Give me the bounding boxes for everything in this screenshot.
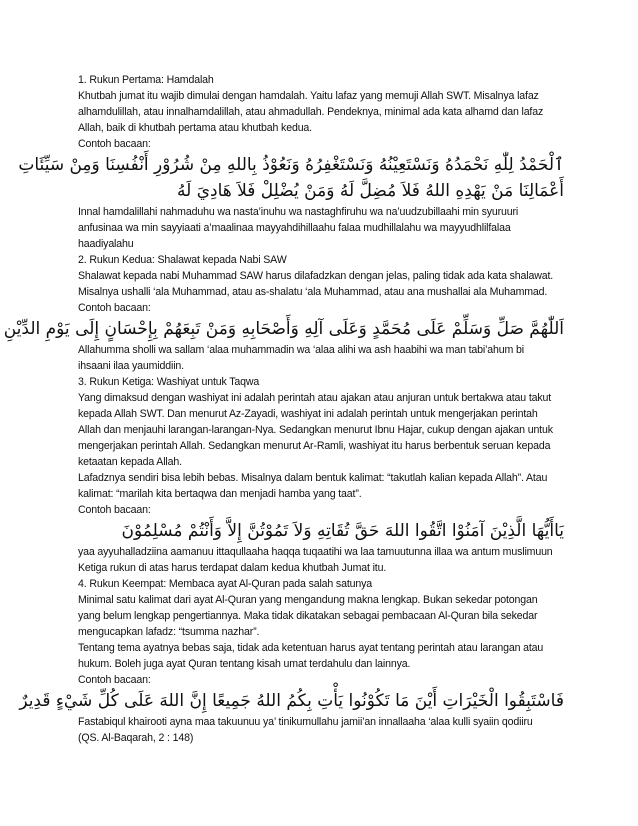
text-line: alhamdulillah, atau innalhamdalillah, atau ahmadullah. Pendeknya, minimal ada kata alhamd dan lafaz bbox=[78, 106, 544, 118]
text-line: Tentang tema ayatnya bebas saja, tidak ada ketentuan harus ayat tentang perintah atau larangan atau bbox=[78, 642, 544, 654]
arabic-text-line: أَعْمَالِنَا مَنْ يَهْدِهِ اللهُ فَلاَ مُضِلَّ لَهُ وَمَنْ يُضْلِلْ فَلاَ هَادِيَ لَهُ bbox=[177, 181, 564, 201]
text-line: ketaatan kepada Allah. bbox=[78, 456, 182, 468]
text-line: haadiyalahu bbox=[78, 238, 134, 250]
text-line: yaa ayyuhalladziina aamanuu ittaqullaaha haqqa tuqaatihi wa laa tamuutunna illaa wa antum muslimuun bbox=[78, 546, 553, 558]
text-line: kalimat: “marilah kita bertaqwa dan menjadi hamba yang taat”. bbox=[78, 488, 362, 500]
text-line: 2. Rukun Kedua: Shalawat kepada Nabi SAW bbox=[78, 254, 287, 266]
text-line: Allah, baik di khutbah pertama atau khutbah kedua. bbox=[78, 122, 312, 134]
arabic-text-line: يَاأَيُّهَا الَّذِيْنَ آمَنُوْا اتَّقُوا اللهَ حَقَّ تُقَاتِهِ وَلاَ تَمُوْتُنَّ إِلاَّ وَأَنْتُمْ مُسْلِمُوْنَ bbox=[121, 521, 564, 541]
text-line: Allah dan menjauhi larangan-larangan-Nya. Sedangkan menurut Ibnu Hajar, cukup dengan ajakan untuk bbox=[78, 424, 553, 436]
text-line: Contoh bacaan: bbox=[78, 504, 151, 516]
text-line: Contoh bacaan: bbox=[78, 302, 151, 314]
text-line: mengucapkan lafadz: “tsumma nazhar”. bbox=[78, 626, 260, 638]
text-line: 1. Rukun Pertama: Hamdalah bbox=[78, 74, 214, 86]
text-line: mengerjakan perintah Allah. Sedangkan menurut Ar-Ramli, washiyat itu harus berbentuk seruan kepada bbox=[78, 440, 551, 452]
text-line: Yang dimaksud dengan washiyat ini adalah perintah atau ajakan atau anjuran untuk bertakwa atau takut bbox=[78, 392, 552, 404]
text-line: Allahumma sholli wa sallam ‘alaa muhammadin wa ‘alaa alihi wa ash haabihi wa man tabi’ahum bi bbox=[78, 344, 524, 356]
text-line: Minimal satu kalimat dari ayat Al-Quran yang mengandung makna lengkap. Bukan sekedar potongan bbox=[78, 594, 538, 606]
arabic-text-line: اَللّٰهُمَّ صَلِّ وَسَلِّمْ عَلَى مُحَمَّدٍ وَعَلَى آلِهِ وَأَصْحَابِهِ وَمَنْ تَبِعَهُمْ بِإِحْسَانٍ إِلَى يَوْمِ الدِّيْنِ bbox=[3, 319, 564, 339]
text-line: (QS. Al-Baqarah, 2 : 148) bbox=[78, 732, 194, 744]
text-line: Lafadznya sendiri bisa lebih bebas. Misalnya dalam bentuk kalimat: “takutlah kalian kepada Allah”. Atau bbox=[78, 472, 548, 484]
text-line: 4. Rukun Keempat: Membaca ayat Al-Quran pada salah satunya bbox=[78, 578, 372, 590]
text-line: Khutbah jumat itu wajib dimulai dengan hamdalah. Yaitu lafaz yang memuji Allah SWT. Misalnya lafaz bbox=[78, 90, 539, 102]
text-line: kepada Allah SWT. Dan menurut Az-Zayadi, washiyat ini adalah perintah untuk mengerjakan perintah bbox=[78, 408, 538, 420]
text-line: Innal hamdalillahi nahmaduhu wa nasta’inuhu wa nastaghfiruhu wa na’uudzubillaahi min syuruuri bbox=[78, 206, 519, 218]
arabic-text-line: فَاسْتَبِقُوا الْخَيْرَاتِ أَيْنَ مَا تَكُوْنُوا يَأْتِ بِكُمُ اللهُ جَمِيعًا إِنَّ اللهَ عَلَى كُلِّ شَيْءٍ قَدِيرٌ bbox=[19, 691, 564, 711]
text-line: Fastabiqul khairooti ayna maa takuunuu ya’ tinikumullahu jamii’an innallaaha ‘alaa kulli syaiin qodiiru bbox=[78, 716, 533, 728]
text-line: anfusinaa wa min sayyiaati a’maalinaa mayyahdihillaahu falaa mudhillalahu wa mayyudhlilfalaa bbox=[78, 222, 511, 234]
text-line: Contoh bacaan: bbox=[78, 138, 151, 150]
document-body bbox=[3, 72, 564, 746]
text-line: Ketiga rukun di atas harus terdapat dalam kedua khutbah Jumat itu. bbox=[78, 562, 387, 574]
text-line: 3. Rukun Ketiga: Washiyat untuk Taqwa bbox=[78, 376, 260, 388]
arabic-text-line: ٱلْحَمْدُ لِلّٰهِ نَحْمَدُهُ وَنَسْتَعِيْنُهُ وَنَسْتَغْفِرُهُ وَنَعُوْذُ بِاللهِ مِنْ شُرُوْرِ أَنْفُسِنَا وَمِنْ سَيِّئَاتِ bbox=[18, 155, 564, 175]
text-line: yang belum lengkap pengertiannya. Maka tidak dikatakan sebagai pembacaan Al-Quran bila sekedar bbox=[78, 610, 538, 622]
text-line: Misalnya ushalli ‘ala Muhammad, atau as-shalatu ‘ala Muhammad, atau ana mushallai ala Muhammad. bbox=[78, 286, 548, 298]
text-line: hukum. Boleh juga ayat Quran tentang kisah umat terdahulu dan lainnya. bbox=[78, 658, 411, 670]
text-line: Contoh bacaan: bbox=[78, 674, 151, 686]
text-line: ihsaani ilaa yaumiddiin. bbox=[78, 360, 184, 372]
text-line: Shalawat kepada nabi Muhammad SAW harus dilafadzkan dengan jelas, paling tidak ada kata shalawat. bbox=[78, 270, 554, 282]
